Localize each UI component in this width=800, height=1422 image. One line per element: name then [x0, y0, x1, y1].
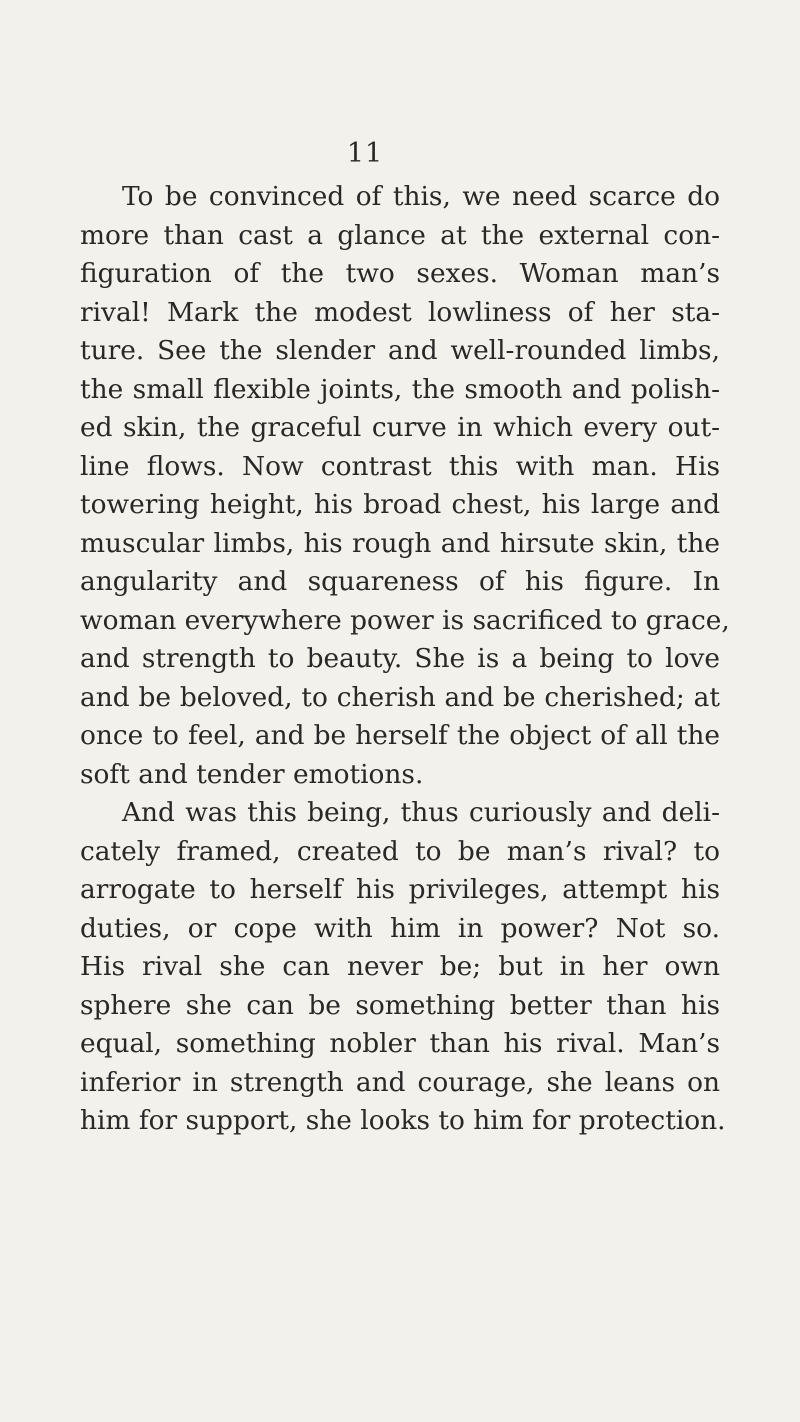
text-line: duties, or cope with him in power? Not so. [80, 912, 720, 944]
text-line: sphere she can be something better than his [80, 989, 720, 1021]
body-text [80, 178, 730, 1141]
text-line: the small flexible joints, the smooth and polish- [80, 373, 720, 405]
text-line: And was this being, thus curiously and deli- [122, 797, 720, 828]
text-line: more than cast a glance at the external con- [80, 219, 720, 251]
text-line: His rival she can never be; but in her own [80, 951, 720, 982]
text-line: woman everywhere power is sacrificed to grace, [80, 604, 730, 636]
text-line: ture. See the slender and well-rounded limbs, [80, 335, 720, 366]
page-number: 11 [346, 138, 384, 169]
text-line: rival! Mark the modest lowliness of her sta- [80, 296, 720, 328]
text-line: ed skin, the graceful curve in which every out- [80, 412, 720, 443]
text-line: equal, something nobler than his rival. Man’s [80, 1028, 720, 1059]
text-line: towering height, his broad chest, his large and [80, 489, 720, 520]
text-line: inferior in strength and courage, she leans on [80, 1066, 720, 1098]
text-line: angularity and squareness of his figure. In [80, 566, 720, 597]
paragraph-2 [80, 794, 726, 1141]
text-line: cately framed, created to be man’s rival? to [80, 835, 720, 867]
text-line: once to feel, and be herself the object of all the [80, 720, 720, 751]
text-line: soft and tender emotions. [80, 758, 424, 790]
text-line: arrogate to herself his privileges, attempt his [80, 874, 720, 905]
text-line: muscular limbs, his rough and hirsute skin, the [80, 527, 720, 559]
text-line: line flows. Now contrast this with man. His [80, 450, 720, 482]
text-line: and strength to beauty. She is a being to love [80, 643, 720, 674]
text-line: him for support, she looks to him for protection. [80, 1105, 726, 1136]
text-line: To be convinced of this, we need scarce do [122, 181, 720, 212]
text-line: figuration of the two sexes. Woman man’s [80, 258, 720, 289]
text-line: and be beloved, to cherish and be cherished; at [80, 681, 720, 713]
paragraph-1 [80, 178, 730, 794]
